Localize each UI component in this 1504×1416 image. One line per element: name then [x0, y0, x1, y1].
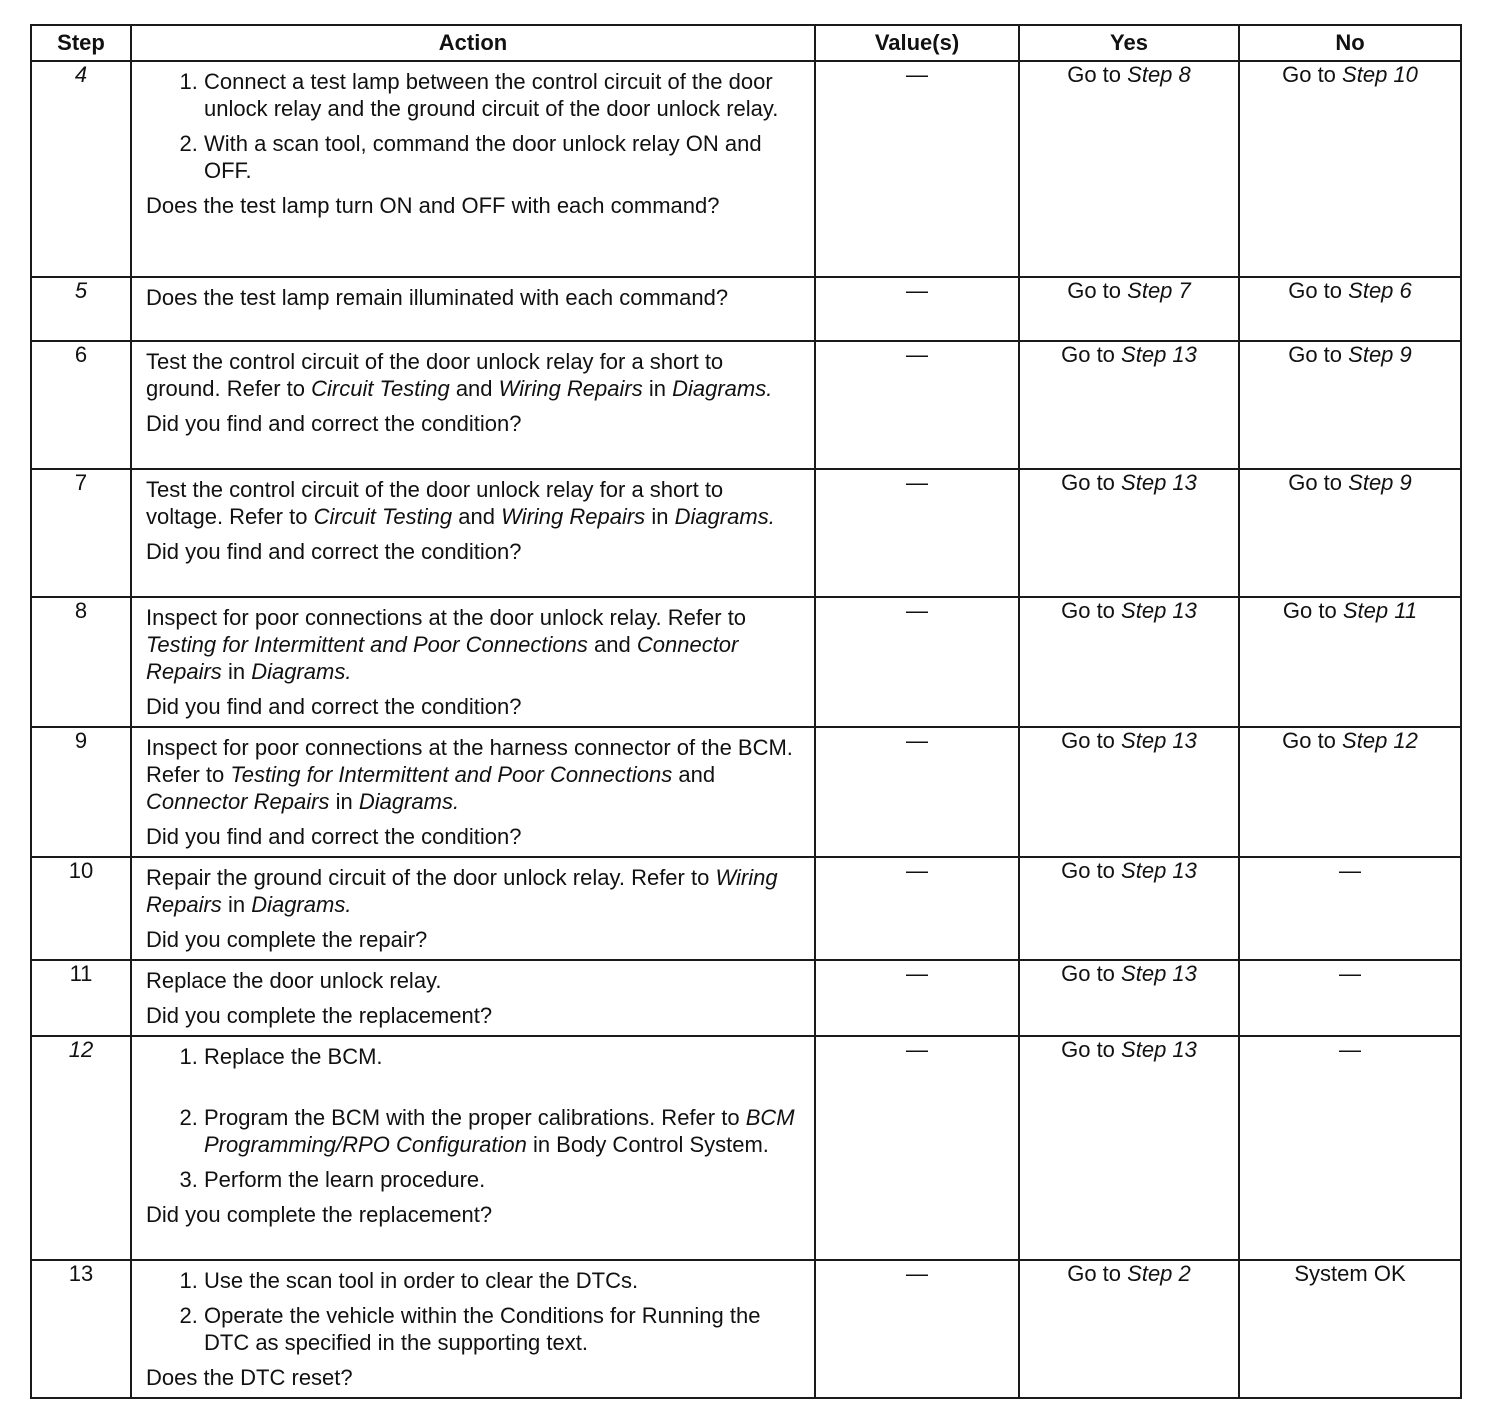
action-question: Does the test lamp remain illuminated with each command? — [146, 285, 729, 310]
action-cell — [131, 61, 815, 277]
dash: — — [1339, 961, 1361, 986]
action-item: 2. Program the BCM with the proper calibrations. Refer to BCM Programming/RPO Configuration in Body Control System. — [204, 1104, 802, 1158]
table-row-step-11 — [31, 960, 1461, 1036]
value-cell — [815, 857, 1019, 960]
value-cell — [815, 1036, 1019, 1260]
no-target: Step 10 — [1342, 62, 1418, 87]
action-cell — [131, 960, 815, 1036]
header-values: Value(s) — [815, 25, 1019, 61]
no-cell — [1239, 1036, 1461, 1260]
value-cell — [815, 727, 1019, 857]
table-row-step-10 — [31, 857, 1461, 960]
action-text: Inspect for poor connections at the harness connector of the BCM. Refer to Testing for Intermittent and Poor Connections and Connector Repairs in Diagrams. — [146, 735, 793, 814]
diagnostic-page — [30, 24, 1462, 1399]
no-cell: Go to Step 6 — [1239, 277, 1461, 341]
header-no: No — [1239, 25, 1461, 61]
action-question: Did you find and correct the condition? — [146, 539, 522, 564]
yes-cell: Go to Step 13 — [1019, 341, 1239, 469]
action-cell — [131, 341, 815, 469]
no-target: Step 6 — [1348, 278, 1412, 303]
action-cell — [131, 1260, 815, 1398]
yes-cell: Go to Step 13 — [1019, 597, 1239, 727]
action-question: Did you find and correct the condition? — [146, 411, 522, 436]
action-cell — [131, 597, 815, 727]
no-target: Step 9 — [1348, 470, 1412, 495]
table-row-step-12 — [31, 1036, 1461, 1260]
action-cell — [131, 1036, 815, 1260]
dash: — — [1339, 1037, 1361, 1062]
value-cell — [815, 960, 1019, 1036]
action-item: 1. Use the scan tool in order to clear the DTCs. — [204, 1267, 802, 1294]
no-cell — [1239, 1260, 1461, 1398]
yes-target: Step 13 — [1121, 961, 1197, 986]
step-number: 7 — [31, 469, 131, 597]
table-row-step-6 — [31, 341, 1461, 469]
dash: — — [906, 278, 928, 303]
action-cell — [131, 727, 815, 857]
table-row-step-4 — [31, 61, 1461, 277]
header-yes: Yes — [1019, 25, 1239, 61]
action-text: Replace the door unlock relay. — [146, 968, 442, 993]
action-question: Did you find and correct the condition? — [146, 694, 522, 719]
no-cell: Go to Step 11 — [1239, 597, 1461, 727]
value-cell — [815, 61, 1019, 277]
step-number: 4 — [31, 61, 131, 277]
action-text: Test the control circuit of the door unlock relay for a short to voltage. Refer to Circuit Testing and Wiring Repairs in Diagrams. — [146, 477, 775, 529]
dash: — — [906, 1261, 928, 1286]
action-item: 2. With a scan tool, command the door unlock relay ON and OFF. — [204, 130, 802, 184]
step-number: 5 — [31, 277, 131, 341]
dash: — — [906, 470, 928, 495]
step-number: 11 — [31, 960, 131, 1036]
action-item: 3. Perform the learn procedure. — [204, 1166, 802, 1193]
step-number: 8 — [31, 597, 131, 727]
no-cell — [1239, 960, 1461, 1036]
yes-target: Step 2 — [1127, 1261, 1191, 1286]
step-number: 9 — [31, 727, 131, 857]
dash: — — [906, 858, 928, 883]
action-question: Did you find and correct the condition? — [146, 824, 522, 849]
action-cell — [131, 469, 815, 597]
yes-cell: Go to Step 2 — [1019, 1260, 1239, 1398]
dash: — — [906, 961, 928, 986]
no-target: System OK — [1294, 1261, 1406, 1286]
header-action: Action — [131, 25, 815, 61]
action-text: Test the control circuit of the door unlock relay for a short to ground. Refer to Circuit Testing and Wiring Repairs in Diagrams. — [146, 349, 773, 401]
yes-cell: Go to Step 7 — [1019, 277, 1239, 341]
header-row — [31, 25, 1461, 61]
table-row-step-5 — [31, 277, 1461, 341]
action-item: 1. Replace the BCM. — [204, 1043, 802, 1070]
action-text: Repair the ground circuit of the door unlock relay. Refer to Wiring Repairs in Diagrams. — [146, 865, 778, 917]
table-row-step-8 — [31, 597, 1461, 727]
no-target: Step 12 — [1342, 728, 1418, 753]
value-cell — [815, 341, 1019, 469]
no-cell — [1239, 857, 1461, 960]
dash: — — [906, 62, 928, 87]
value-cell — [815, 1260, 1019, 1398]
action-question: Does the DTC reset? — [146, 1365, 353, 1390]
header-step: Step — [31, 25, 131, 61]
yes-target: Step 13 — [1121, 1037, 1197, 1062]
no-cell: Go to Step 9 — [1239, 469, 1461, 597]
yes-target: Step 13 — [1121, 342, 1197, 367]
no-cell: Go to Step 9 — [1239, 341, 1461, 469]
dash: — — [906, 728, 928, 753]
table-row-step-13 — [31, 1260, 1461, 1398]
value-cell — [815, 469, 1019, 597]
no-cell: Go to Step 12 — [1239, 727, 1461, 857]
action-item: 2. Operate the vehicle within the Conditions for Running the DTC as specified in the supporting text. — [204, 1302, 802, 1356]
yes-target: Step 7 — [1127, 278, 1191, 303]
value-cell — [815, 277, 1019, 341]
step-number: 13 — [31, 1260, 131, 1398]
action-cell — [131, 857, 815, 960]
action-question: Does the test lamp turn ON and OFF with each command? — [146, 193, 720, 218]
yes-cell: Go to Step 8 — [1019, 61, 1239, 277]
step-number: 10 — [31, 857, 131, 960]
value-cell — [815, 597, 1019, 727]
dash: — — [906, 342, 928, 367]
yes-cell: Go to Step 13 — [1019, 960, 1239, 1036]
no-target: Step 9 — [1348, 342, 1412, 367]
action-question: Did you complete the replacement? — [146, 1003, 493, 1028]
table-row-step-9 — [31, 727, 1461, 857]
no-cell: Go to Step 10 — [1239, 61, 1461, 277]
yes-target: Step 13 — [1121, 470, 1197, 495]
yes-cell: Go to Step 13 — [1019, 857, 1239, 960]
yes-target: Step 13 — [1121, 858, 1197, 883]
table-row-step-7 — [31, 469, 1461, 597]
yes-target: Step 8 — [1127, 62, 1191, 87]
yes-target: Step 13 — [1121, 598, 1197, 623]
dash: — — [906, 598, 928, 623]
yes-cell: Go to Step 13 — [1019, 1036, 1239, 1260]
yes-cell: Go to Step 13 — [1019, 469, 1239, 597]
diagnostic-table — [30, 24, 1462, 1399]
yes-cell: Go to Step 13 — [1019, 727, 1239, 857]
action-question: Did you complete the replacement? — [146, 1202, 493, 1227]
action-question: Did you complete the repair? — [146, 927, 428, 952]
dash: — — [906, 1037, 928, 1062]
action-cell — [131, 277, 815, 341]
step-number: 12 — [31, 1036, 131, 1260]
yes-target: Step 13 — [1121, 728, 1197, 753]
action-text: Inspect for poor connections at the door unlock relay. Refer to Testing for Intermittent and Poor Connections and Connector Repairs in Diagrams. — [146, 605, 747, 684]
step-number: 6 — [31, 341, 131, 469]
no-target: Step 11 — [1342, 598, 1418, 623]
dash: — — [1339, 858, 1361, 883]
action-item: 1. Connect a test lamp between the control circuit of the door unlock relay and the ground circuit of the door unlock relay. — [204, 68, 802, 122]
